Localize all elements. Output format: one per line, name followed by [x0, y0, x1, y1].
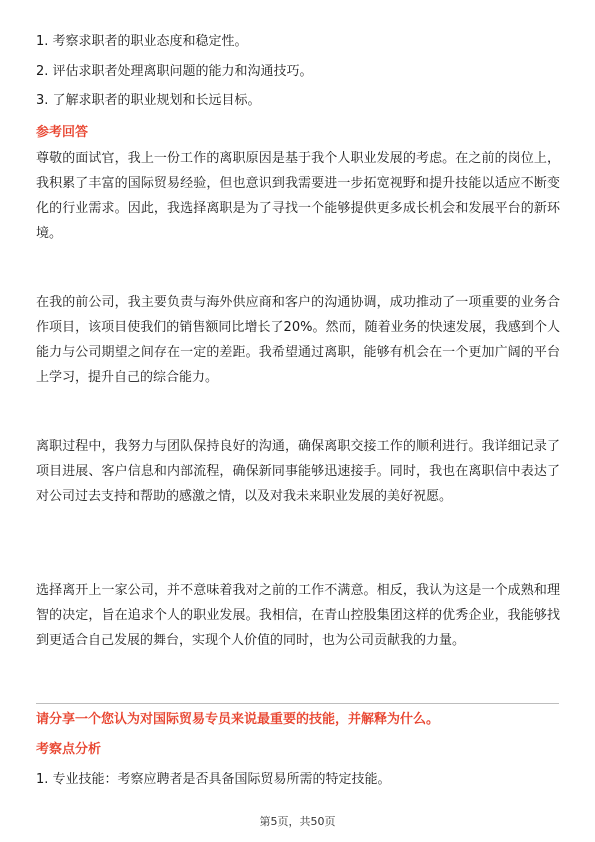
analysis-list-item-1: 1. 专业技能：考察应聘者是否具备国际贸易所需的特定技能。	[36, 772, 391, 787]
answer-paragraph-4: 选择离开上一家公司，并不意味着我对之前的工作不满意。相反，我认为这是一个成熟和理智的决定，旨在追求个人的职业发展。我相信，在青山控股集团这样的优秀企业，我能够找到更适合自己发展的舞台，实现个人价值的同时，也为公司贡献我的力量。	[36, 583, 560, 648]
answer-heading: 参考回答	[36, 125, 89, 140]
intro-list-item-1: 1. 考察求职者的职业态度和稳定性。	[36, 34, 248, 49]
intro-list-item-2: 2. 评估求职者处理离职问题的能力和沟通技巧。	[36, 64, 313, 79]
answer-paragraph-3: 离职过程中，我努力与团队保持良好的沟通，确保离职交接工作的顺利进行。我详细记录了项目进展、客户信息和内部流程，确保新同事能够迅速接手。同时，我也在离职信中表达了对公司过去支持和帮助的感激之情，以及对我未来职业发展的美好祝愿。	[36, 439, 560, 504]
section-divider	[36, 703, 559, 704]
intro-list-item-3: 3. 了解求职者的职业规划和长远目标。	[36, 93, 261, 108]
next-question: 请分享一个您认为对国际贸易专员来说最重要的技能，并解释为什么。	[36, 712, 440, 727]
answer-paragraph-2: 在我的前公司，我主要负责与海外供应商和客户的沟通协调，成功推动了一项重要的业务合作项目，该项目使我们的销售额同比增长了20%。然而，随着业务的快速发展，我感到个人能力与公司期望之间存在一定的差距。我希望通过离职，能够有机会在一个更加广阔的平台上学习，提升自己的综合能力。	[36, 295, 560, 385]
analysis-heading: 考察点分析	[36, 742, 102, 757]
answer-paragraph-1: 尊敬的面试官，我上一份工作的离职原因是基于我个人职业发展的考虑。在之前的岗位上，我积累了丰富的国际贸易经验，但也意识到我需要进一步拓宽视野和提升技能以适应不断变化的行业需求。因此，我选择离职是为了寻找一个能够提供更多成长机会和发展平台的新环境。	[36, 151, 560, 241]
page-footer: 第5页，共50页	[259, 815, 336, 828]
